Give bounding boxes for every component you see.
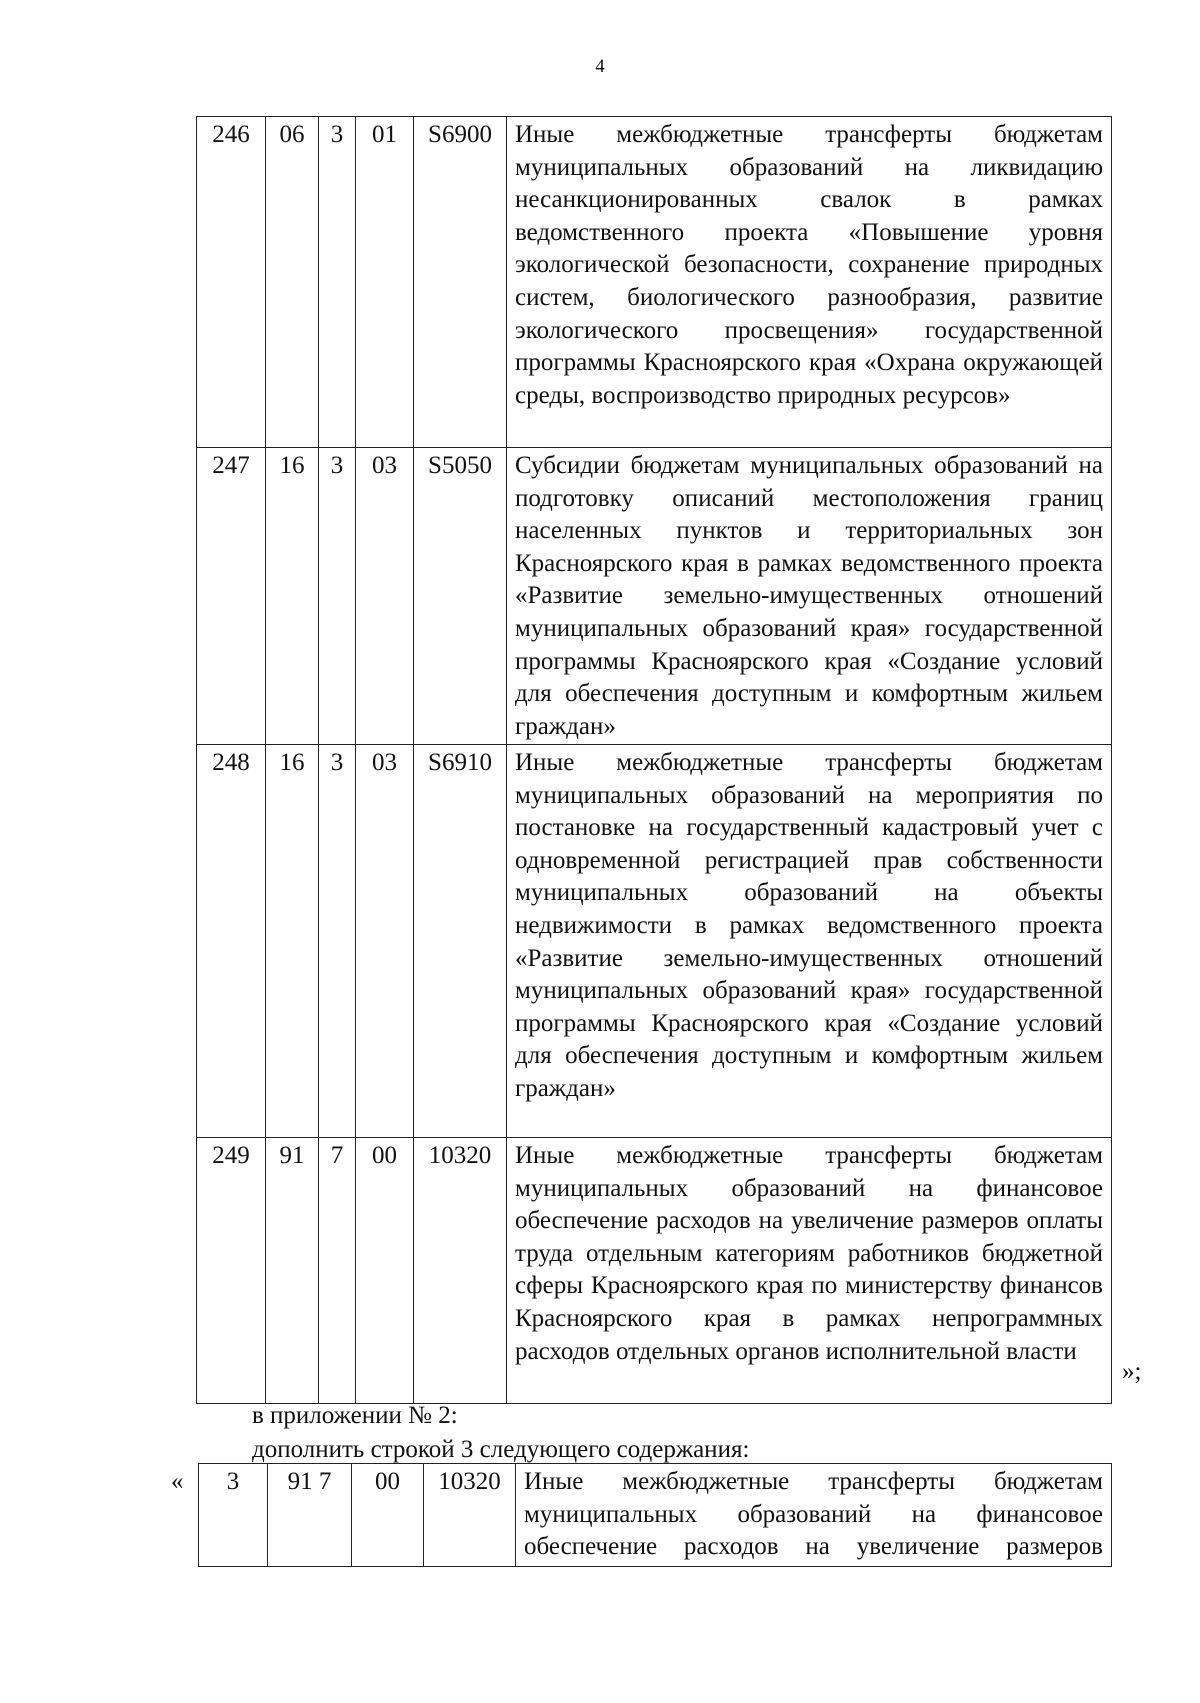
code-cell: 06 xyxy=(266,117,319,448)
code-cell: 16 xyxy=(266,745,319,1138)
table-row xyxy=(197,1138,1112,1404)
code-cell: 03 xyxy=(356,448,414,745)
row-number: 249 xyxy=(197,1138,266,1404)
body-text-line: дополнить строкой 3 следующего содержания: xyxy=(252,1436,750,1463)
code-cell: 03 xyxy=(356,745,414,1138)
body-text-line: в приложении № 2: xyxy=(252,1402,458,1429)
table-row xyxy=(197,448,1112,745)
description-cell: Иные межбюджетные трансферты бюджетам муниципальных образований на ликвидацию несанкционированных свалок в рамках ведомственного проекта «Повышение уровня экологической безопасности, сохранение природных систем, биологического разнообразия, развитие экологического просвещения» государственной программы Красноярского края «Охрана окружающей среды, воспроизводство природных ресурсов» xyxy=(507,117,1112,448)
code-cell: 00 xyxy=(356,1138,414,1404)
row-number: 246 xyxy=(197,117,266,448)
table-row xyxy=(197,745,1112,1138)
description-cell: Иные межбюджетные трансферты бюджетам муниципальных образований на финансовое обеспечение расходов на увеличение размеров xyxy=(516,1464,1112,1567)
code-cell: 16 xyxy=(266,448,319,745)
description-cell: Иные межбюджетные трансферты бюджетам муниципальных образований на мероприятия по постановке на государственный кадастровый учет с одновременной регистрацией прав собственности муниципальных образований на объекты недвижимости в рамках ведомственного проекта «Развитие земельно-имущественных отношений муниципальных образований края» государственной программы Красноярского края «Создание условий для обеспечения доступным и комфортным жильем граждан» xyxy=(507,745,1112,1138)
description-cell: Субсидии бюджетам муниципальных образований на подготовку описаний местоположения границ населенных пунктов и территориальных зон Красноярского края в рамках ведомственного проекта «Развитие земельно-имущественных отношений муниципальных образований края» государственной программы Красноярского края «Создание условий для обеспечения доступным и комфортным жильем граждан» xyxy=(507,448,1112,745)
opening-quote: « xyxy=(171,1468,184,1495)
closing-quote: »; xyxy=(1122,1358,1142,1385)
table-row xyxy=(199,1464,1112,1567)
code-cell: 7 xyxy=(319,1138,356,1404)
row-number: 3 xyxy=(199,1464,268,1567)
code-cell: 10320 xyxy=(414,1138,507,1404)
code-cell: S5050 xyxy=(414,448,507,745)
row-number: 247 xyxy=(197,448,266,745)
description-cell: Иные межбюджетные трансферты бюджетам муниципальных образований на финансовое обеспечение расходов на увеличение размеров оплаты труда отдельным категориям работников бюджетной сферы Красноярского края по министерству финансов Красноярского края в рамках непрограммных расходов отдельных органов исполнительной власти xyxy=(507,1138,1112,1404)
code-cell: S6910 xyxy=(414,745,507,1138)
code-cell: S6900 xyxy=(414,117,507,448)
code-cell: 3 xyxy=(319,448,356,745)
code-cell: 3 xyxy=(319,117,356,448)
table-row xyxy=(197,117,1112,448)
code-cell: 00 xyxy=(352,1464,424,1567)
main-table xyxy=(196,116,1112,1404)
row-number: 248 xyxy=(197,745,266,1138)
code-cell: 10320 xyxy=(424,1464,516,1567)
code-cell: 91 xyxy=(266,1138,319,1404)
code-cell: 91 7 xyxy=(268,1464,352,1567)
appendix-table xyxy=(198,1463,1112,1567)
page-number: 4 xyxy=(595,56,605,77)
code-cell: 01 xyxy=(356,117,414,448)
code-cell: 3 xyxy=(319,745,356,1138)
